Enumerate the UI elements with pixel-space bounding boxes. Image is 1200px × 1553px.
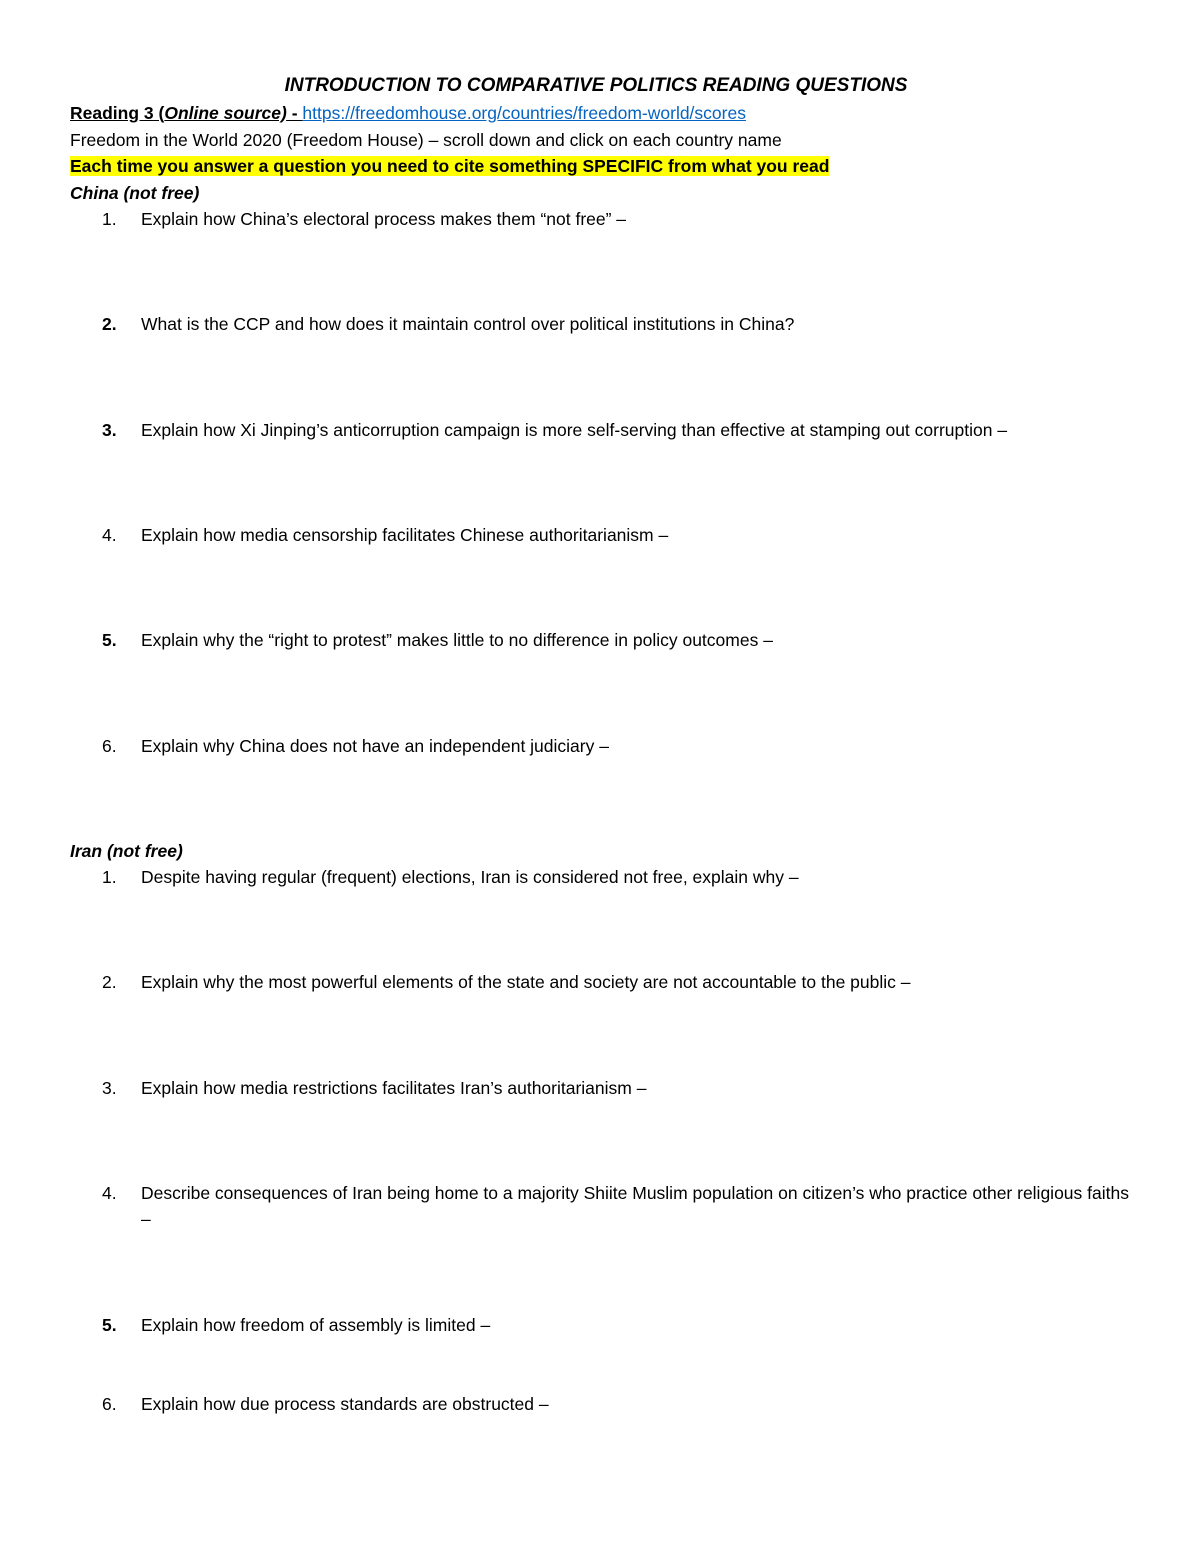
instruction-line [70, 153, 829, 179]
question-text: Explain how China’s electoral process makes them “not free” – [141, 209, 627, 229]
iran-question-3 [102, 1075, 1142, 1101]
iran-question-5 [102, 1312, 1142, 1338]
instruction-highlight: Each time you answer a question you need to cite something SPECIFIC from what you read [70, 156, 830, 176]
china-heading: China (not free) [70, 183, 200, 203]
question-number: 4. [102, 525, 117, 545]
reading-line [70, 100, 746, 126]
question-number: 1. [102, 209, 117, 229]
question-number: 6. [102, 736, 117, 756]
question-number: 5. [102, 630, 117, 650]
iran-question-1 [102, 864, 1142, 890]
china-question-4 [102, 522, 1142, 548]
question-text: Explain how media restrictions facilitates Iran’s authoritarianism – [141, 1078, 647, 1098]
question-number: 6. [102, 1394, 117, 1414]
question-number: 2. [102, 314, 117, 334]
iran-heading: Iran (not free) [70, 841, 183, 861]
question-text: Explain why the “right to protest” makes little to no difference in policy outcomes – [141, 630, 773, 650]
reading-label: Reading 3 (Online source) - [70, 103, 303, 123]
source-note: Freedom in the World 2020 (Freedom House) – scroll down and click on each country name [70, 130, 782, 150]
question-text: Explain how media censorship facilitates Chinese authoritarianism – [141, 525, 669, 545]
question-text: Explain why China does not have an independent judiciary – [141, 736, 609, 756]
question-number: 1. [102, 867, 117, 887]
question-text: Explain how freedom of assembly is limited – [141, 1315, 491, 1335]
question-number: 3. [102, 1078, 117, 1098]
china-question-5 [102, 627, 1142, 653]
iran-question-2 [102, 969, 1142, 995]
question-text: Explain how Xi Jinping’s anticorruption campaign is more self-serving than effective at stamping out corruption – [141, 420, 1008, 440]
iran-question-4 [102, 1180, 1142, 1232]
china-question-6 [102, 733, 1142, 759]
question-text: Describe consequences of Iran being home to a majority Shiite Muslim population on citizen’s who practice other religious faiths – [141, 1183, 1129, 1229]
question-number: 3. [102, 420, 117, 440]
question-number: 4. [102, 1183, 117, 1203]
china-question-1 [102, 206, 1142, 232]
question-text: Explain why the most powerful elements of the state and society are not accountable to the public – [141, 972, 911, 992]
document-title: INTRODUCTION TO COMPARATIVE POLITICS READING QUESTIONS [284, 75, 908, 96]
question-text: What is the CCP and how does it maintain control over political institutions in China? [141, 314, 795, 334]
question-number: 2. [102, 972, 117, 992]
china-question-3 [102, 417, 1142, 443]
iran-question-6 [102, 1391, 1142, 1417]
question-text: Despite having regular (frequent) elections, Iran is considered not free, explain why – [141, 867, 799, 887]
question-number: 5. [102, 1315, 117, 1335]
freedomhouse-link[interactable]: https://freedomhouse.org/countries/freedom-world/scores [302, 103, 746, 123]
china-question-2 [102, 311, 1142, 337]
question-text: Explain how due process standards are obstructed – [141, 1394, 549, 1414]
